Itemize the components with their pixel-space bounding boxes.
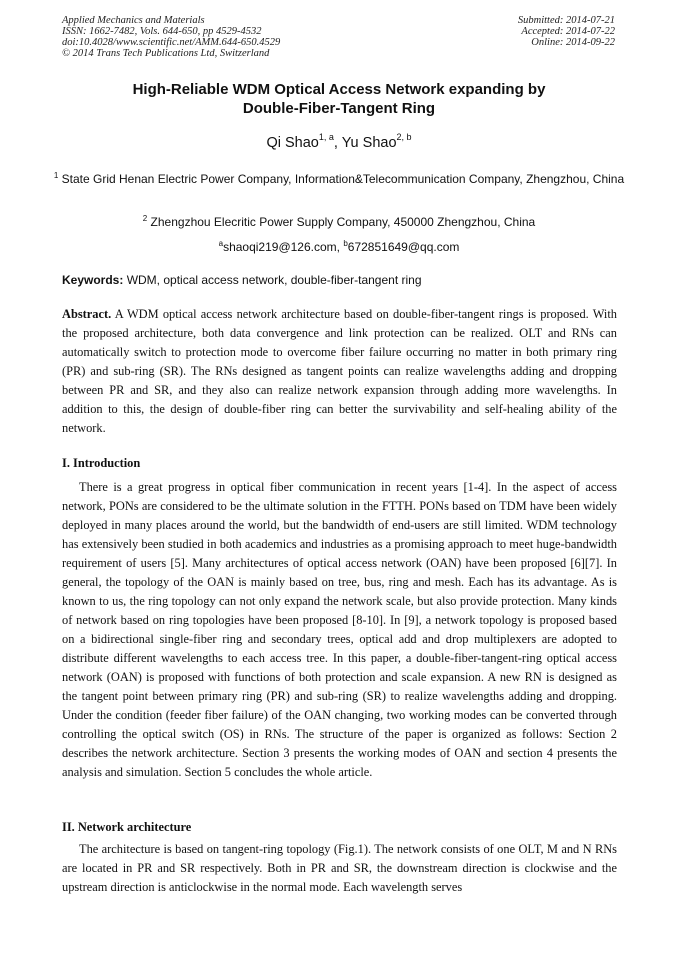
affiliation-2-mark: 2 xyxy=(142,214,148,223)
affiliation-1 xyxy=(40,166,638,189)
journal-header-left xyxy=(62,15,280,59)
paper-title xyxy=(40,80,638,118)
author-separator: , xyxy=(333,135,342,151)
doi-line[interactable]: doi:10.4028/www.scientific.net/AMM.644-650.4529 xyxy=(62,37,281,48)
keywords-text: WDM, optical access network, double-fiber-tangent ring xyxy=(123,273,422,287)
author-1-affiliation-mark: 1, a xyxy=(318,132,334,142)
email-a[interactable]: shaoqi219@126.com, xyxy=(223,240,344,254)
section-heading-introduction: I. Introduction xyxy=(62,456,141,470)
accepted-date: Accepted: 2014-07-22 xyxy=(521,26,615,37)
author-2-affiliation-mark: 2, b xyxy=(396,132,412,142)
journal-header-right xyxy=(518,15,615,48)
keywords-label: Keywords: xyxy=(62,273,124,287)
affiliation-2 xyxy=(40,209,638,232)
copyright-line: © 2014 Trans Tech Publications Ltd, Switzerland xyxy=(62,48,270,59)
submitted-date: Submitted: 2014-07-21 xyxy=(517,15,615,26)
email-a-mark: a xyxy=(218,239,224,248)
affiliation-1-mark: 1 xyxy=(53,171,59,180)
abstract-text: A WDM optical access network architecture based on double-fiber-tangent rings is proposed. With the proposed architecture, both data convergence and link protection can be realized. OLT and RNs can automatically switch to protection mode to overcome fiber failure occurring no matter in both primary ring (PR) and sub-ring (SR). The RNs designed as tangent points can realize wavelengths adding and dropping between PR and SR, and they also can realize network expansion through adding more wavelengths. In addition to this, the design of double-fiber ring can better the survivability and self-healing ability of the network. xyxy=(62,307,617,435)
author-emails xyxy=(40,234,638,257)
issn-line: ISSN: 1662-7482, Vols. 644-650, pp 4529-4532 xyxy=(62,26,262,37)
affiliation-1-text: State Grid Henan Electric Power Company, Information&Telecommunication Company, Zhengzhou, China xyxy=(61,172,625,186)
title-line-2: Double-Fiber-Tangent Ring xyxy=(242,100,436,117)
keywords xyxy=(62,272,617,288)
section-heading-network-architecture: II. Network architecture xyxy=(62,820,192,834)
title-line-1: High-Reliable WDM Optical Access Network expanding by xyxy=(132,81,546,98)
email-b[interactable]: 672851649@qq.com xyxy=(347,240,460,254)
network-architecture-paragraph: The architecture is based on tangent-ring topology (Fig.1). The network consists of one OLT, M and N RNs are located in PR and SR respectively. Both in PR and SR, the downstream direction is clockwise and the upstream direction is anticlockwise in the normal mode. Each wavelength serves xyxy=(62,842,617,894)
online-date: Online: 2014-09-22 xyxy=(531,37,615,48)
author-list xyxy=(0,132,678,151)
abstract-label: Abstract. xyxy=(62,307,112,321)
abstract xyxy=(62,305,617,438)
author-1: Qi Shao xyxy=(266,135,319,151)
journal-name: Applied Mechanics and Materials xyxy=(62,15,205,26)
introduction-paragraph: There is a great progress in optical fiber communication in recent years [1-4]. In the aspect of access network, PONs are considered to be the ultimate solution in the FTTH. PONs based on TDM have been widely deployed in many places around the world, but the bandwidth of end-users are still limited. WDM technology has extensively been studied in both academics and industries as a promising approach to meet huge-bandwidth requirement of users [5]. Many architectures of optical access network (OAN) have been proposed [6][7]. In general, the topology of the OAN is mainly based on tree, bus, ring and mesh. Each has its advantage. As is known to us, the ring topology can not only expand the network scale, but also provide protection. Many kinds of network based on ring topologies have been proposed [8-10]. In [9], a network topology is proposed based on a bidirectional single-fiber ring and secondary trees, optical add and drop multiplexers are adopted to distribute different wavelengths to each access tree. In this paper, a double-fiber-tangent-ring optical access network (OAN) is proposed with functions of both protection and scale expansion. A new RN is designed as the tangent point between primary ring (PR) and sub-ring (SR) to realize wavelengths adding and dropping. Under the condition (feeder fiber failure) of the OAN changing, two working modes can be converted through controlling the optical switch (OS) in RNs. The structure of the paper is organized as follows: Section 2 describes the network architecture. Section 3 presents the working modes of OAN and section 4 presents the analysis and simulation. Section 5 concludes the whole article. xyxy=(62,480,617,779)
author-2: Yu Shao xyxy=(341,135,397,151)
affiliation-2-text: Zhengzhou Elecritic Power Supply Company, 450000 Zhengzhou, China xyxy=(150,215,536,229)
email-b-mark: b xyxy=(343,239,348,248)
